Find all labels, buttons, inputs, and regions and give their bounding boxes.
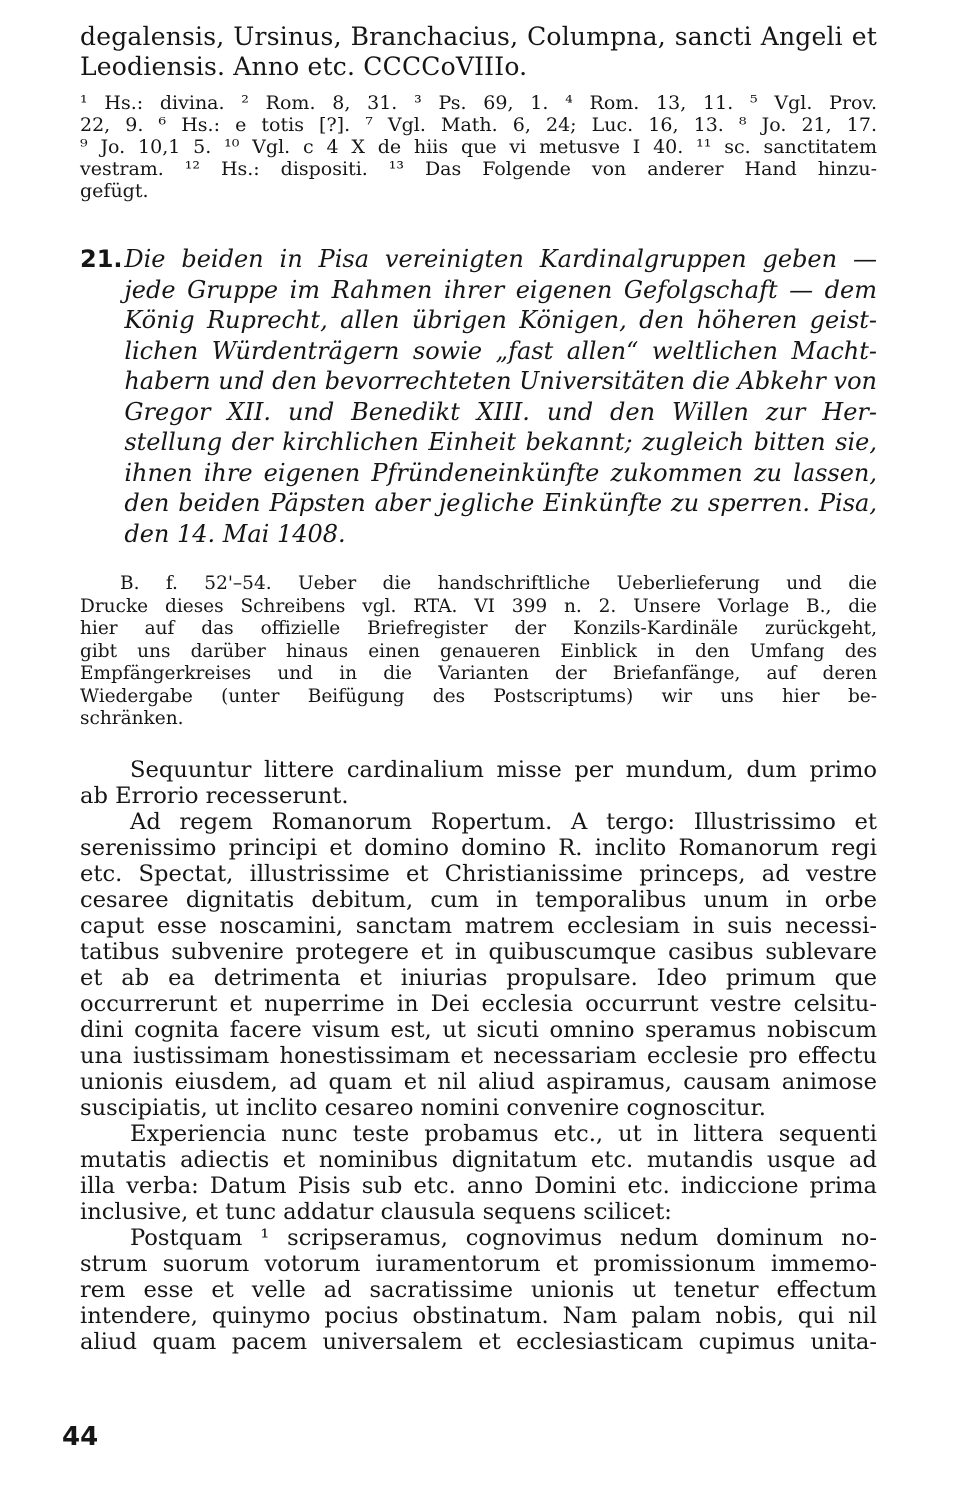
paragraph [80,809,877,1121]
text-line: rem esse et velle ad sacratissime unionis ut tenetur effectum [80,1276,877,1303]
footnotes [80,92,877,202]
text-line: Experiencia nunc teste probamus etc., ut in littera sequenti [130,1120,877,1147]
text-line: caput esse noscamini, sanctam matrem ecclesiam in suis necessi- [80,912,877,939]
text-line: suscipiatis, ut inclito cesareo nomini convenire cognoscitur. [80,1094,766,1121]
source-note [80,573,877,731]
letter-text [80,757,877,1355]
text-line: strum suorum votorum iuramentorum et promissionum immemo- [80,1250,877,1277]
source-line: B. f. 52'–54. Ueber die handschriftliche Ueberlieferung und die [120,573,877,594]
summary-line: jede Gruppe im Rahmen ihrer eigenen Gefolgschaft — dem [124,275,877,304]
text-line: etc. Spectat, illustrissime et Christianissime princeps, ad vestre [80,860,877,887]
text-line: dini cognita facere visum est, ut sicuti omnino speramus nobiscum [80,1016,877,1043]
source-line: schränken. [80,708,184,729]
source-line: Drucke dieses Schreibens vgl. RTA. VI 399 n. 2. Unsere Vorlage B., die [80,595,877,617]
footnote-line: gefügt. [80,180,149,202]
entry-heading [80,244,877,549]
text-line: una iustissimam honestissimam et necessariam ecclesie pro effectu [80,1042,877,1069]
source-line: Empfängerkreises und in die Varianten der Briefanfänge, auf deren [80,663,877,684]
text-line: intendere, quinymo pocius obstinatum. Nam palam nobis, qui nil [80,1302,877,1329]
text-line: ab Errorio recesserunt. [80,782,349,809]
summary-line: König Ruprecht, allen übrigen Königen, den höheren geist- [124,306,877,334]
text-line: et ab ea detrimenta et iniurias propulsare. Ideo primum que [80,964,877,991]
page-number: 44 [62,1422,99,1452]
text-line: occurrerunt et nuperrime in Dei ecclesia occurrunt vestre celsitu- [80,990,877,1017]
text-line: serenissimo principi et domino domino R. inclito Romanorum regi [80,834,877,861]
text-line: mutatis adiectis et nominibus dignitatum etc. mutandis usque ad [80,1146,877,1173]
text-line: tatibus subvenire protegere et in quibuscumque casibus sublevare [80,938,877,965]
page-content [80,22,877,1355]
text-line: Postquam ¹ scripseramus, cognovimus nedum dominum no- [130,1224,877,1251]
summary-line: ihnen ihre eigenen Pfründeneinkünfte zukommen zu lassen, [124,458,877,487]
text-line: illa verba: Datum Pisis sub etc. anno Domini etc. indiccione prima [80,1172,877,1199]
footnote-line: ¹ Hs.: divina. ² Rom. 8, 31. ³ Ps. 69, 1. ⁴ Rom. 13, 11. ⁵ Vgl. Prov. [80,92,877,114]
footnote-line: ⁹ Jo. 10,1 5. ¹⁰ Vgl. c 4 X de hiis que vi metusve I 40. ¹¹ sc. sanctitatem [80,136,877,158]
paragraph [80,1121,877,1225]
source-line: gibt uns darüber hinaus einen genaueren Einblick in den Umfang des [80,640,877,662]
text-line: cesaree dignitatis debitum, cum in temporalibus unum in orbe [80,886,877,913]
summary-line: habern und den bevorrechteten Universitäten die Abkehr von [124,367,877,395]
text-line: Ad regem Romanorum Ropertum. A tergo: Illustrissimo et [130,808,877,835]
summary-line: den 14. Mai 1408. [124,519,346,548]
summary-line: den beiden Päpsten aber jegliche Einkünfte zu sperren. Pisa, [124,489,877,517]
footnote-line: 22, 9. ⁶ Hs.: e totis [?]. ⁷ Vgl. Math. 6, 24; Luc. 16, 13. ⁸ Jo. 21, 17. [80,114,877,136]
text-line: degalensis, Ursinus, Branchacius, Columpna, sancti Angeli et [80,22,877,51]
entry-summary [124,244,877,549]
text-line: inclusive, et tunc addatur clausula sequens scilicet: [80,1198,672,1225]
summary-line: stellung der kirchlichen Einheit bekannt; zugleich bitten sie, [124,428,877,456]
entry-number: 21. [80,245,123,273]
source-line: hier auf das offizielle Briefregister der Konzils-Kardinäle zurückgeht, [80,618,877,639]
continued-address-lines [80,22,877,82]
text-line: unionis eiusdem, ad quam et nil aliud aspiramus, causam animose [80,1068,877,1095]
footnote-line: vestram. ¹² Hs.: dispositi. ¹³ Das Folgende von anderer Hand hinzu- [80,158,877,180]
paragraph [80,1225,877,1355]
summary-line: Die beiden in Pisa vereinigten Kardinalgruppen geben — [124,245,877,273]
text-line: aliud quam pacem universalem et ecclesiasticam cupimus unita- [80,1328,877,1355]
paragraph [80,757,877,809]
text-line: Sequuntur littere cardinalium misse per mundum, dum primo [130,756,877,783]
source-line: Wiedergabe (unter Beifügung des Postscriptums) wir uns hier be- [80,685,877,707]
summary-line: lichen Würdenträgern sowie „fast allen“ weltlichen Macht- [124,336,877,365]
summary-line: Gregor XII. und Benedikt XIII. und den Willen zur Her- [124,397,877,426]
text-line: Leodiensis. Anno etc. CCCCoVIIIo. [80,52,528,81]
